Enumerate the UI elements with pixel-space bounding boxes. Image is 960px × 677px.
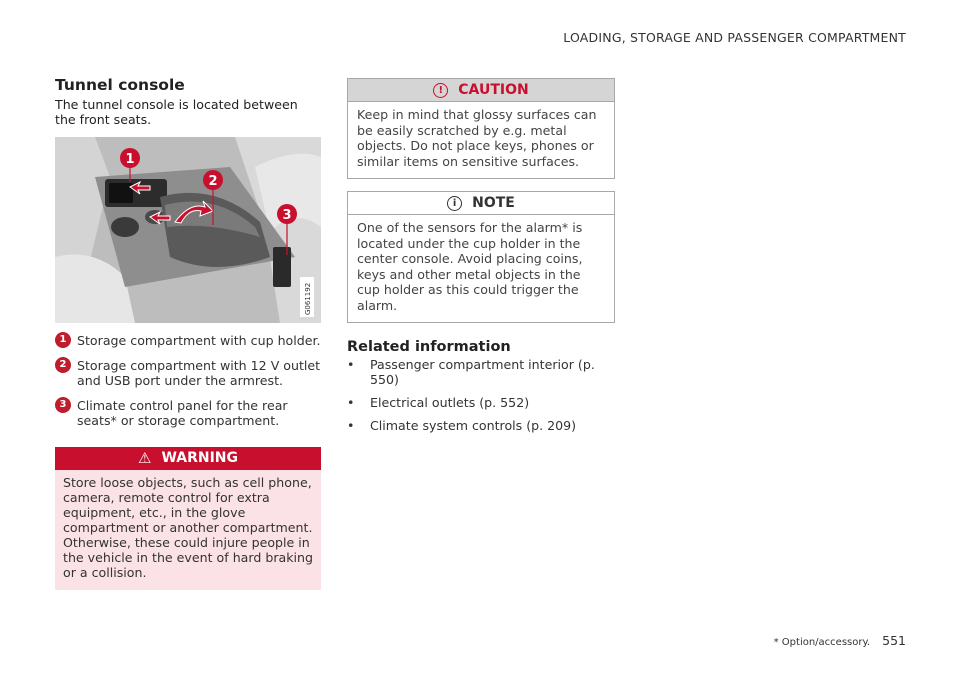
middle-column xyxy=(347,78,613,441)
callout-item xyxy=(55,333,321,349)
svg-text:3: 3 xyxy=(282,208,292,223)
note-header xyxy=(348,192,614,215)
warning-box xyxy=(55,447,321,590)
callout-item xyxy=(55,358,321,389)
warning-triangle-icon: ⚠ xyxy=(137,449,152,467)
page-number: 551 xyxy=(882,633,906,648)
warning-header xyxy=(55,447,321,470)
figure-marker-3 xyxy=(277,204,297,224)
caution-title: CAUTION xyxy=(458,82,529,98)
related-link[interactable]: Climate system controls (p. 209) xyxy=(370,418,577,433)
callout-list xyxy=(55,333,321,429)
svg-text:2: 2 xyxy=(208,174,218,189)
info-circle-icon: i xyxy=(447,196,462,211)
callout-number: 1 xyxy=(55,332,71,348)
warning-title: WARNING xyxy=(161,450,238,466)
figure-marker-1 xyxy=(120,148,140,168)
related-list xyxy=(347,357,613,433)
note-box xyxy=(347,191,615,323)
page-footer xyxy=(774,633,906,648)
figure-code: G061192 xyxy=(304,282,312,315)
callout-text: Climate control panel for the rear seats* or storage compartment. xyxy=(77,397,288,428)
callout-text: Storage compartment with 12 V outlet and USB port under the armrest. xyxy=(77,357,321,388)
note-text: One of the sensors for the alarm* is located under the cup holder in the center console. Avoid placing coins, keys and other metal objects in the cup holder as this could trigger the alarm. xyxy=(357,220,583,313)
callout-text: Storage compartment with cup holder. xyxy=(77,333,321,348)
callout-number: 3 xyxy=(55,397,71,413)
caution-box xyxy=(347,78,615,179)
caution-text: Keep in mind that glossy surfaces can be easily scratched by e.g. metal objects. Do not place keys, phones or similar items on sensitive surfaces. xyxy=(357,107,597,169)
intro-text: The tunnel console is located between the front seats. xyxy=(55,97,298,127)
related-item[interactable]: • Electrical outlets (p. 552) xyxy=(347,395,530,410)
footnote: * Option/accessory. xyxy=(773,637,871,648)
svg-text:1: 1 xyxy=(125,152,135,167)
related-link[interactable]: Electrical outlets (p. 552) xyxy=(370,395,530,410)
related-title: Related information xyxy=(347,339,511,355)
tunnel-console-image xyxy=(55,137,321,323)
related-item[interactable]: • Passenger compartment interior (p. 550) xyxy=(347,357,613,387)
related-link[interactable]: Passenger compartment interior (p. 550) xyxy=(370,357,595,387)
callout-number: 2 xyxy=(55,357,71,373)
section-title: Tunnel console xyxy=(55,76,185,94)
running-header: LOADING, STORAGE AND PASSENGER COMPARTMENT xyxy=(563,30,906,45)
warning-text: Store loose objects, such as cell phone, camera, remote control for extra equipment, etc., in the glove compartment or another compartment. Otherwise, these could injure people in the vehicle in the event of hard braking or a collision. xyxy=(63,474,314,580)
exclamation-circle-icon: ! xyxy=(433,83,448,98)
callout-item xyxy=(55,398,321,429)
related-item[interactable]: • Climate system controls (p. 209) xyxy=(347,418,577,433)
note-title: NOTE xyxy=(472,195,515,211)
figure-marker-2 xyxy=(203,170,223,190)
caution-header xyxy=(348,79,614,102)
left-column xyxy=(55,76,321,590)
